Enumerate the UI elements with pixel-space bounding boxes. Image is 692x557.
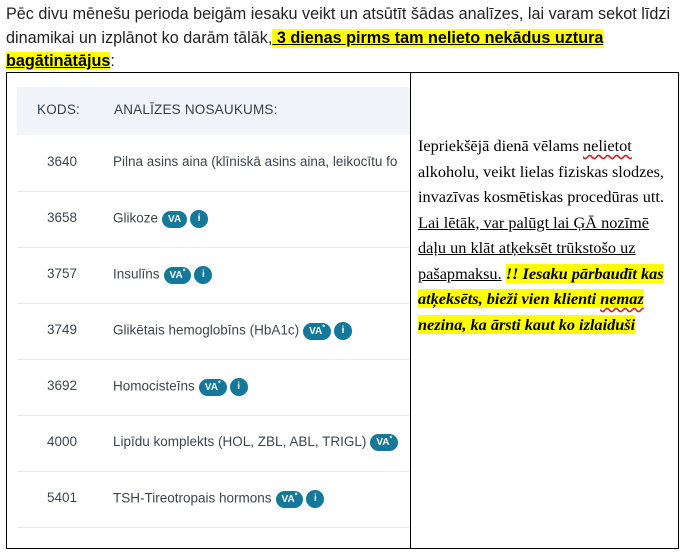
note-paragraph (418, 133, 680, 337)
row-name (113, 490, 324, 508)
row-code: 3692 (47, 378, 78, 393)
lab-table-header (17, 87, 410, 135)
note-part-2: alkoholu, veikt lielas fiziskas slodzes, invazīvas kosmētiskas procedūras utt. (418, 161, 664, 206)
info-icon[interactable]: i (334, 322, 352, 340)
intro-end: : (110, 52, 115, 70)
badge-star: * (217, 380, 221, 388)
row-name (113, 266, 212, 284)
info-icon[interactable]: i (190, 210, 208, 228)
row-name-text: Glikoze (113, 210, 159, 226)
lab-tests-screenshot (17, 87, 410, 537)
table-row (17, 471, 410, 528)
intro-highlight: 3 dienas pirms tam nelieto nekādus uztura bagātinātājus (6, 28, 604, 70)
header-code: KODS: (37, 102, 81, 117)
header-name: ANALĪZES NOSAUKUMS: (114, 102, 278, 117)
row-name-text: Pilna asins aina (klīniskā asins aina, leikocītu fo (113, 154, 398, 169)
va-badge-label: VA (281, 493, 295, 505)
note-spellcheck-word: nelietot (583, 136, 632, 155)
va-star-badge[interactable] (276, 491, 304, 508)
row-name (113, 322, 352, 340)
va-badge-label: VA (204, 381, 218, 393)
row-name (113, 434, 398, 451)
row-name-text: Glikētais hemoglobīns (HbA1c) (113, 322, 300, 338)
va-badge-label: VA (309, 325, 323, 337)
document-table (6, 72, 679, 549)
table-row (17, 303, 410, 360)
row-name (113, 210, 208, 228)
badge-star: * (322, 324, 325, 332)
va-badge-label: VA (376, 437, 390, 448)
row-name (113, 378, 248, 396)
row-code: 5401 (47, 490, 78, 505)
va-badge[interactable] (162, 211, 187, 228)
va-badge-label: VA (168, 213, 182, 225)
intro-text: Pēc divu mēnešu perioda beigām iesaku veikt un atsūtīt šādas analīzes, lai varam sekot līdzi dinamikai un izplānot ko darām tālāk, (6, 5, 671, 47)
note-warning-spellcheck: nemaz (600, 289, 644, 308)
note-warning-text: !! Iesaku pārbaudīt kas atķeksēts, bieži vien klienti (418, 263, 664, 308)
row-code: 3658 (47, 210, 78, 225)
row-name-text: TSH-Tireotropais hormons (113, 490, 272, 506)
note-tip-underlined: Lai lētāk, var palūgt lai ĢĀ nozīmē daļu un klāt atķeksēt trūkstošo uz pašapmaksu. (418, 212, 650, 283)
row-name-text: Lipīdu komplekts (HOL, ZBL, ABL, TRIGL) (113, 434, 367, 450)
info-icon[interactable]: i (306, 490, 324, 508)
row-code: 3749 (47, 322, 78, 337)
row-code: 3757 (47, 266, 78, 281)
table-row (17, 247, 410, 304)
badge-star: * (389, 435, 393, 443)
row-name (113, 154, 397, 169)
va-star-badge[interactable] (199, 379, 227, 396)
table-row (17, 415, 410, 472)
va-star-badge[interactable] (164, 267, 192, 284)
note-warning-end: nezina, ka ārsti kaut ko izlaiduši (418, 314, 636, 334)
note-part-1: Iepriekšējā dienā vēlams (418, 136, 583, 155)
table-row (17, 135, 410, 192)
badge-star: * (182, 268, 186, 276)
row-code: 4000 (47, 434, 78, 449)
column-divider (410, 73, 411, 548)
info-icon[interactable]: i (194, 266, 212, 284)
va-star-badge[interactable] (370, 434, 398, 451)
info-icon[interactable]: i (230, 378, 248, 396)
table-row (17, 359, 410, 416)
row-name-text: Homocisteīns (113, 378, 195, 394)
row-name-text: Insulīns (113, 266, 160, 282)
va-badge-label: VA (169, 269, 183, 281)
row-code: 3640 (47, 154, 78, 169)
va-star-badge[interactable] (303, 323, 331, 340)
intro-paragraph (6, 3, 690, 74)
badge-star: * (294, 492, 298, 500)
table-row (17, 191, 410, 248)
